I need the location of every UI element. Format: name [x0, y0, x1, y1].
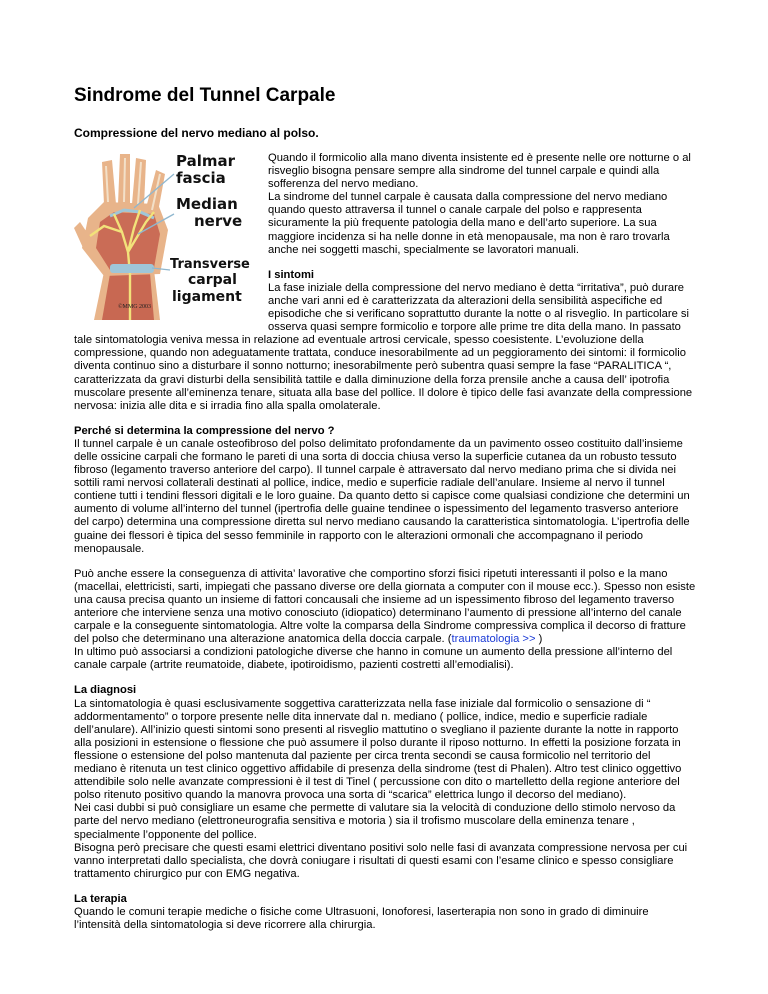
- intro-paragraph-2: La sindrome del tunnel carpale è causata dalla compressione del nervo mediano quando questo attraversa il tunnel o canale carpale del polso e rappresenta sicuramente la più frequente patologia della mano e dell’arto superiore. La sua maggiore incidenza si ha nelle donne in età menopausale, ma non è raro trovarla anche nei soggetti maschi, specialmente se lavoratori manuali.: [268, 191, 670, 256]
- document-page: [74, 84, 696, 932]
- perche-paragraph-2-text: Può anche essere la conseguenza di attivita’ lavorative che comportino sforzi fisici ripetuti interessanti il polso e la mano (macellai, elettricisti, sarti, impiegati che passano diverse ore della giornata a computer con il mouse ecc.). Spesso non esiste una causa precisa quanto un insieme di fattori concausali che insieme ad un ispessimento fibroso del legamento traverso anteriore che interviene senza una motivo conosciuto (idiopatico) determinano l’aumento di pressione all’interno del canale carpale e la conseguente sintomatologia. Altre volte la comparsa della Sindrome compressiva complica il decorso di fratture del polso che determinano una alterazione anatomica della doccia carpale. (: [74, 567, 696, 646]
- heading-terapia: La terapia: [74, 892, 127, 905]
- figure-copyright: ©MMG 2003: [118, 304, 152, 310]
- label-ligament: ligament: [172, 289, 242, 305]
- label-carpal: carpal: [188, 272, 237, 288]
- traumatologia-link[interactable]: traumatologia >>: [451, 633, 536, 646]
- heading-diagnosi: La diagnosi: [74, 684, 137, 697]
- perche-paragraph-3: In ultimo può associarsi a condizioni patologiche diverse che hanno in comune un aumento della pressione all’interno del canale carpale (artrite reumatoide, diabete, ipotiroidismo, pazienti costretti all’emodialisi).: [74, 646, 673, 672]
- page-title: Sindrome del Tunnel Carpale: [74, 85, 336, 106]
- heading-perche: Perché si determina la compressione del nervo ?: [74, 424, 335, 437]
- wrist-anatomy-figure: [74, 152, 260, 320]
- section-perche: [74, 425, 696, 556]
- perche-paragraph-1: Il tunnel carpale è un canale osteofibroso del polso delimitato profondamente da un pavimento osseo costituito dall’insieme delle ossicine carpali che formano le pareti di una sorta di doccia chiusa verso la superficie cutanea da un robusto tessuto fibroso (legamento traverso anteriore del carpo). Il tunnel carpale è attraversato dal nervo mediano prima che si divida nei sottili rami nervosi collaterali destinati al pollice, indice, medio e superficie radiale dell’anulare. Insieme al nervo il tunnel contiene tutti i tendini flessori digitali e le loro guaine. Da quanto detto si capisce come qualsiasi condizione che determini un aumento di volume all’interno del tunnel (ipertrofia delle guaine tendinee o ispessimento del legamento trasverso anteriore del carpo) determina una compressione diretta sul nervo mediano causando la caratteristica sintomatologia. L’ipertrofia delle guaine dei flessori è tipica del sesso femminile in rapporto con le alterazioni ormonali che accompagnano il periodo menopausale.: [74, 437, 690, 555]
- section-terapia: [74, 893, 696, 932]
- label-fascia: fascia: [176, 169, 226, 187]
- intro-paragraph-1: Quando il formicolio alla mano diventa insistente ed è presente nelle ore notturne o al risveglio bisogna pensare sempre alla sindrome del tunnel carpale e quindi alla sofferenza del nervo mediano.: [268, 152, 691, 191]
- sintomi-text: La fase iniziale della compressione del nervo mediano è detta “irritativa”, può durare anche vari anni ed è caratterizzata da alterazioni della sensibilità aspecifiche ed episodiche che si verificano soprattutto durante la notte o al risveglio. In particolare si osserva quasi sempre formicolio e torpore alle prime tre dita della mano. In passato tale sintomatologia veniva messa in relazione ad eventuale artrosi cervicale, spesso coesistente. L’evoluzione della compressione, quando non adeguatamente trattata, conduce inesorabilmente ad un peggioramento dei sintomi: il formicolio diventa continuo sino a disturbare il sonno notturno; inesorabilmente però subentra quasi sempre la fase “PARALITICA “, caratterizzata da gravi disturbi della sensibilità tattile e dalla diminuzione della forza prensile anche a causa dell’ ipotrofia muscolare presente all’eminenza tenare, situata alla base del pollice. Il dolore è tipico delle fasi avanzate della compressione nervosa: inizia alle dita e si irradia fino alla spalla omolaterale.: [74, 281, 693, 412]
- diagnosi-paragraph-3: Bisogna però precisare che questi esami elettrici diventano positivi solo nelle fasi di avanzata compressione nervosa per cui vanno interpretati dallo specialista, che dovrà coniugare i risultati di questi esami con l’esame clinico e spesso consigliare trattamento chirurgico pur con EMG negativa.: [74, 841, 688, 880]
- label-median: Median: [176, 195, 238, 213]
- label-transverse: Transverse: [170, 257, 250, 272]
- label-nerve: nerve: [194, 212, 243, 230]
- diagnosi-paragraph-1: La sintomatologia è quasi esclusivamente soggettiva caratterizzata nella fase iniziale dal formicolio o sensazione di “ addormentamento” o torpore presente nelle dita innervate dal n. mediano ( pollice, indice, medio e superficie radiale dell’anulare). All’inizio questi sintomi sono presenti al risveglio mattutino o svegliano il paziente durante la notte in rapporto alla posizioni in estensione o flessione che può assumere il polso durante il riposo notturno. In effetti la posizione forzata in flessione o estensione del polso mantenuta dal paziente per circa trenta secondi se causa formicolio nel territorio del mediano è ritenuta un test clinico oggettivo affidabile di presenza della sindrome (test di Phalen). Altro test clinico oggettivo attendibile solo nelle avanzate compressioni è il test di Tinel ( percussione con dito o martelletto della regione anteriore del polso ritenuto positivo quando la manovra provoca una sorta di “scarica” elettrica lungo il decorso del mediano).: [74, 697, 682, 802]
- terapia-text: Quando le comuni terapie mediche o fisiche come Ultrasuoni, Ionoforesi, laserterapia non sono in grado di diminuire l’intensità della sintomatologia si deve ricorrere alla chirurgia.: [74, 905, 649, 932]
- perche-paragraph-2: [74, 568, 696, 673]
- page-subtitle: Compressione del nervo mediano al polso.: [74, 126, 319, 140]
- section-diagnosi: [74, 684, 696, 880]
- label-palmar: Palmar: [176, 152, 236, 170]
- diagnosi-paragraph-2: Nei casi dubbi si può consigliare un esame che permette di valutare sia la velocità di conduzione dello stimolo nervoso da parte del nervo mediano (elettroneurografia sensitiva e motoria ) sia il trofismo muscolare della eminenza tenare , specialmente l’opponente del pollice.: [74, 802, 676, 841]
- perche-paragraph-2-end: ): [535, 633, 543, 646]
- heading-sintomi: I sintomi: [268, 268, 314, 281]
